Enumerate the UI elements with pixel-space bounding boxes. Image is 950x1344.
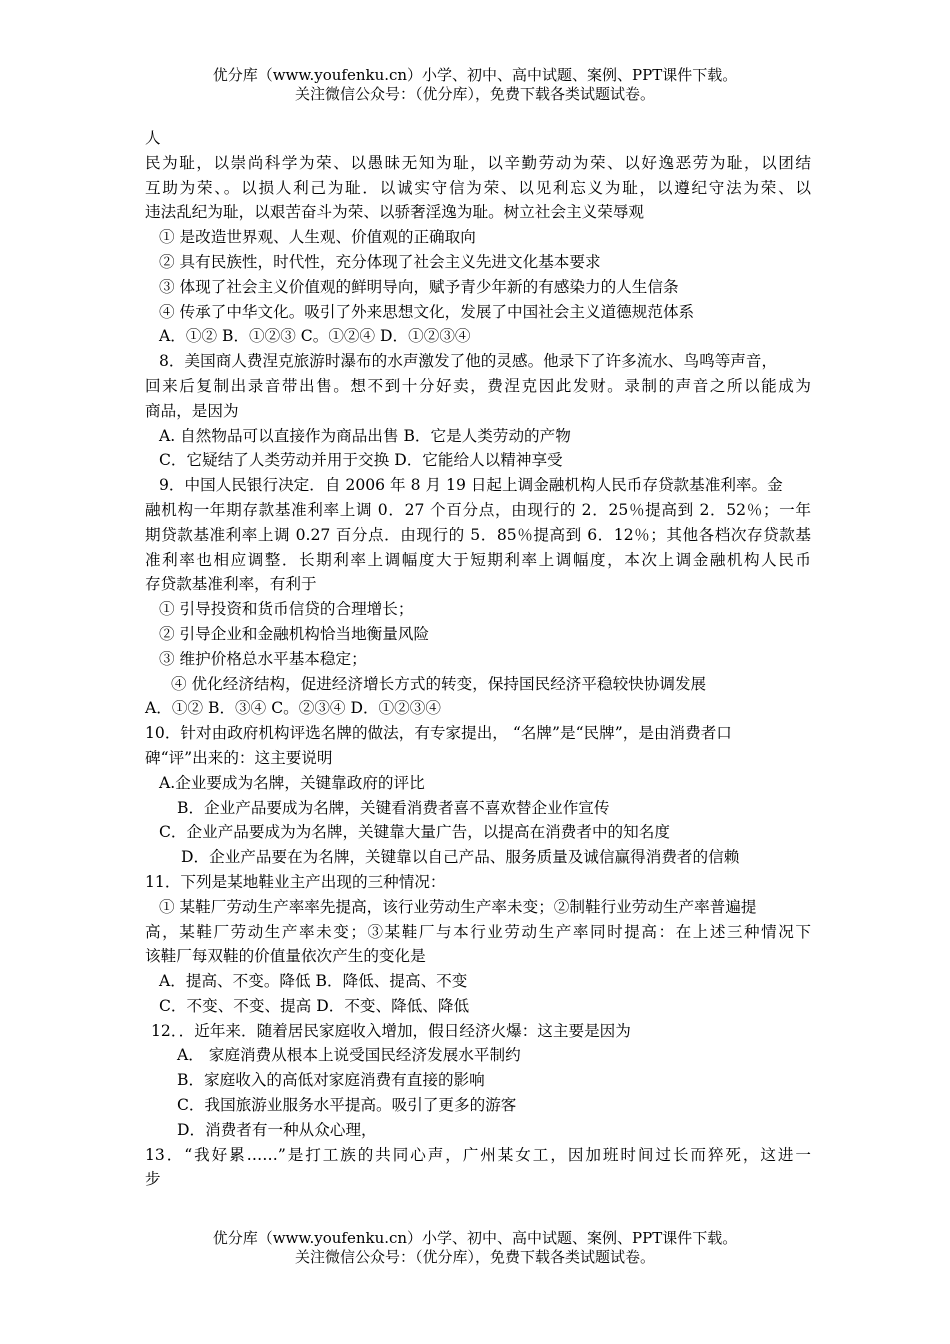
- answer-choice: D．企业产品要在为名牌，关键靠以自己产品、服务质量及诚信赢得消费者的信赖: [181, 848, 740, 867]
- answer-choices: C．它疑结了人类劳动并用于交换 D．它能给人以精神享受: [159, 451, 563, 470]
- option-line: ③ 维护价格总水平基本稳定；: [159, 649, 367, 668]
- answer-choice: B．企业产品要成为名牌，关键看消费者喜不喜欢替企业作宣传: [177, 798, 610, 817]
- text-line: 回来后复制出录音带出售。想不到十分好卖，费涅克因此发财。录制的声音之所以能成为: [145, 376, 811, 395]
- answer-choice: C．企业产品要成为为名牌，关键靠大量广告，以提高在消费者中的知名度: [159, 823, 670, 842]
- answer-choice: D．消费者有一种从众心理，: [177, 1120, 377, 1139]
- option-line: ④ 传承了中华文化。吸引了外来思想文化，发展了中国社会主义道德规范体系: [159, 302, 695, 321]
- header-line-1: 优分库（www.youfenku.cn）小学、初中、高中试题、案例、PPT课件下载。: [212, 66, 738, 84]
- option-line: ① 是改造世界观、人生观、价值观的正确取向: [159, 228, 476, 247]
- answer-choice: A.企业要成为名牌，关键靠政府的评比: [159, 773, 425, 792]
- question-13: 13．“我好累……”是打工族的共同心声，广州某女工，因加班时间过长而猝死，这进一: [145, 1145, 811, 1164]
- page-footer: [0, 1229, 950, 1267]
- text-line: 步: [145, 1170, 161, 1189]
- text-line: 存贷款基准利率，有利于: [145, 575, 317, 594]
- option-line: ④ 优化经济结构，促进经济增长方式的转变，保持国民经济平稳较快协调发展: [171, 674, 707, 693]
- question-9: 9．中国人民银行决定．自 2006 年 8 月 19 日起上调金融机构人民币存贷款基准利率。金: [159, 476, 783, 495]
- option-line: ② 具有民族性，时代性，充分体现了社会主义先进文化基本要求: [159, 252, 601, 271]
- text-line: 融机构一年期存款基准利率上调 0．27 个百分点，由现行的 2．25％提高到 2．52％；一年: [145, 500, 811, 519]
- text-line: 商品，是因为: [145, 401, 239, 420]
- answer-choices: A．提高、不变。降低 B．降低、提高、不变: [159, 972, 468, 991]
- document-body: [145, 126, 811, 1192]
- text-line: 碑“评”出来的：这主要说明: [145, 748, 333, 767]
- option-line: ② 引导企业和金融机构恰当地衡量风险: [159, 624, 430, 643]
- answer-choice: B．家庭收入的高低对家庭消费有直接的影响: [177, 1071, 485, 1090]
- question-11: 11．下列是某地鞋业主产出现的三种情况：: [145, 872, 446, 891]
- answer-choices: A．①② B．③④ C。②③④ D．①②③④: [145, 699, 441, 718]
- answer-choice: C．我国旅游业服务水平提高。吸引了更多的游客: [177, 1096, 517, 1115]
- answer-choices: A．①② B．①②③ C。①②④ D．①②③④: [159, 327, 471, 346]
- page-header: [0, 66, 950, 104]
- question-12: 12．．近年来．随着居民家庭收入增加，假日经济火爆：这主要是因为: [151, 1021, 631, 1040]
- question-8: 8．美国商人费涅克旅游时瀑布的水声激发了他的灵感。他录下了许多流水、鸟鸣等声音，: [159, 352, 778, 371]
- text-line: ① 某鞋厂劳动生产率率先提高，该行业劳动生产率未变；②制鞋行业劳动生产率普遍提: [159, 897, 757, 916]
- text-line: 人: [145, 129, 161, 147]
- question-10: 10．针对由政府机构评选名牌的做法，有专家提出， “名牌”是“民牌”，是由消费者口: [145, 724, 732, 743]
- answer-choices: C．不变、不变、提高 D．不变、降低、降低: [159, 996, 470, 1015]
- option-line: ③ 体现了社会主义价值观的鲜明导向，赋予青少年新的有感染力的人生信条: [159, 277, 679, 296]
- answer-choices: A. 自然物品可以直接作为商品出售 B．它是人类劳动的产物: [159, 426, 571, 445]
- header-line-2: 关注微信公众号：（优分库），免费下载各类试题试卷。: [294, 85, 655, 103]
- footer-line-1: 优分库（www.youfenku.cn）小学、初中、高中试题、案例、PPT课件下载。: [212, 1229, 738, 1247]
- option-line: ① 引导投资和货币信贷的合理增长；: [159, 600, 414, 619]
- text-line: 民为耻，以崇尚科学为荣、以愚昧无知为耻，以辛勤劳动为荣、以好逸恶劳为耻，以团结: [145, 153, 811, 172]
- answer-choice: A． 家庭消费从根本上说受国民经济发展水平制约: [177, 1046, 521, 1065]
- text-line: 高，某鞋厂劳动生产率未变；③某鞋厂与本行业劳动生产率同时提高：在上述三种情况下: [145, 922, 811, 941]
- footer-line-2: 关注微信公众号：（优分库），免费下载各类试题试卷。: [294, 1248, 655, 1266]
- text-line: 期贷款基准利率上调 0.27 百分点．由现行的 5．85％提高到 6．12％；其他各档次存贷款基: [145, 525, 811, 544]
- text-line: 互助为荣、。以损人利己为耻．以诚实守信为荣、以见利忘义为耻，以遵纪守法为荣、以: [145, 178, 811, 197]
- text-line: 准利率也相应调整．长期利率上调幅度大于短期利率上调幅度，本次上调金融机构人民币: [145, 550, 811, 569]
- text-line: 违法乱纪为耻，以艰苦奋斗为荣、以骄奢淫逸为耻。树立社会主义荣辱观: [145, 203, 645, 222]
- text-line: 该鞋厂每双鞋的价值量依次产生的变化是: [145, 947, 426, 966]
